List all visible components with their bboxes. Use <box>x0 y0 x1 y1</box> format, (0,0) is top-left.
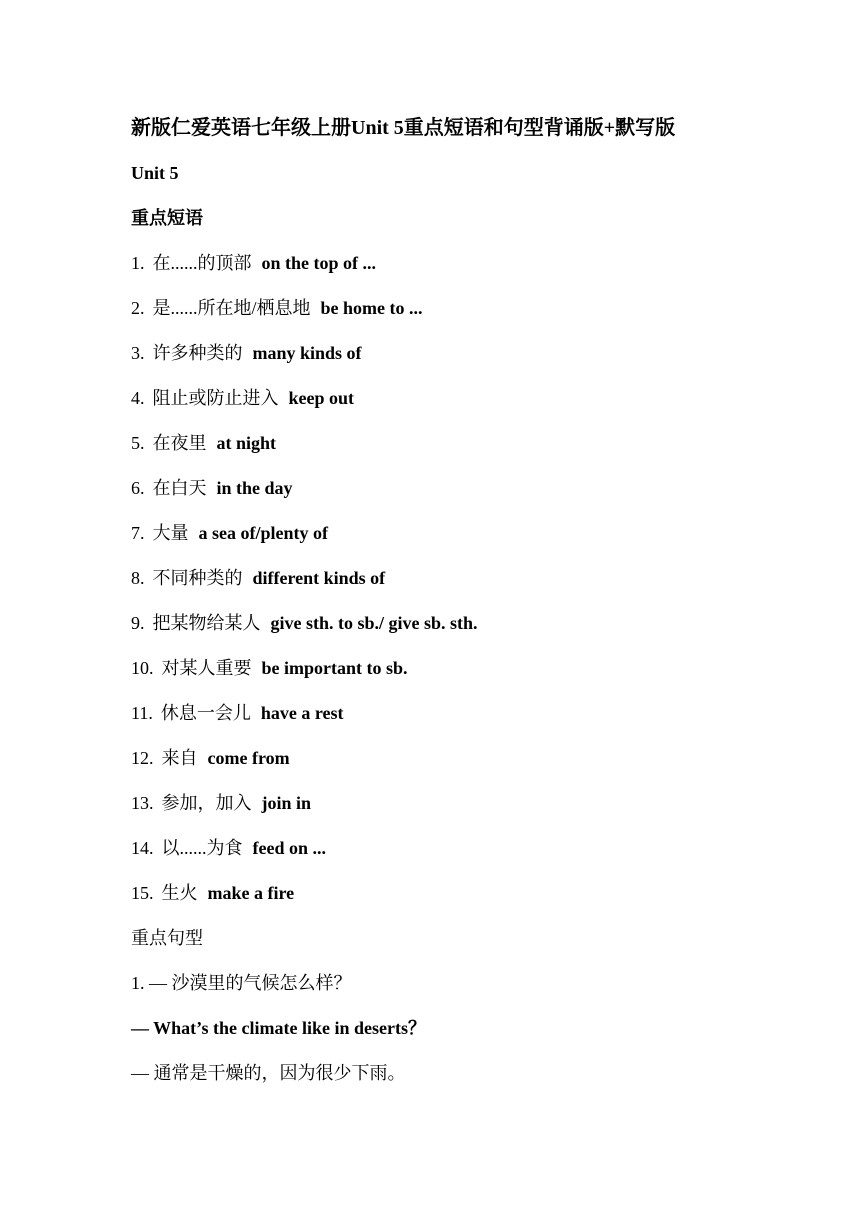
phrase-chinese: 以......为食 <box>161 838 243 858</box>
phrase-chinese: 阻止或防止进入 <box>152 388 279 408</box>
phrase-english: join in <box>261 793 312 813</box>
phrase-number: 7. <box>131 523 145 543</box>
phrase-item <box>131 432 276 454</box>
phrase-english: feed on ... <box>252 838 326 858</box>
phrase-item <box>131 252 376 274</box>
phrase-chinese: 参加，加入 <box>161 793 252 813</box>
sentence-question-chinese: 1. — 沙漠里的气候怎么样？ <box>131 973 352 993</box>
phrase-number: 1. <box>131 253 145 273</box>
phrase-number: 2. <box>131 298 145 318</box>
phrase-chinese: 对某人重要 <box>161 658 252 678</box>
phrase-item <box>131 747 290 769</box>
document-title: 新版仁爱英语七年级上册Unit 5重点短语和句型背诵版+默写版 <box>131 117 676 139</box>
sentence-answer-chinese: — 通常是干燥的，因为很少下雨。 <box>131 1063 406 1083</box>
phrase-number: 14. <box>131 838 154 858</box>
phrase-item <box>131 387 354 409</box>
phrase-chinese: 不同种类的 <box>152 568 243 588</box>
phrase-item <box>131 882 294 904</box>
unit-heading: Unit 5 <box>131 163 179 183</box>
phrase-number: 8. <box>131 568 145 588</box>
phrase-item <box>131 702 344 724</box>
phrase-number: 10. <box>131 658 154 678</box>
phrase-number: 9. <box>131 613 145 633</box>
phrase-english: come from <box>207 748 290 768</box>
phrase-chinese: 来自 <box>161 748 198 768</box>
phrase-chinese: 许多种类的 <box>152 343 243 363</box>
phrase-chinese: 是......所在地/栖息地 <box>152 298 311 318</box>
phrase-chinese: 大量 <box>152 523 189 543</box>
phrase-english: have a rest <box>260 703 344 723</box>
phrase-english: be home to ... <box>320 298 423 318</box>
phrase-english: keep out <box>288 388 355 408</box>
phrase-chinese: 在夜里 <box>152 433 207 453</box>
phrase-chinese: 把某物给某人 <box>152 613 261 633</box>
phrase-chinese: 在......的顶部 <box>152 253 252 273</box>
phrase-item <box>131 297 423 319</box>
phrase-number: 12. <box>131 748 154 768</box>
phrase-item <box>131 612 478 634</box>
phrase-chinese: 休息一会儿 <box>160 703 251 723</box>
phrase-item <box>131 342 362 364</box>
phrase-item <box>131 792 311 814</box>
phrase-english: different kinds of <box>252 568 386 588</box>
phrase-number: 5. <box>131 433 145 453</box>
phrase-number: 13. <box>131 793 154 813</box>
phrase-item <box>131 477 293 499</box>
phrase-english: make a fire <box>207 883 295 903</box>
sentence-question-english: — What’s the climate like in deserts？ <box>131 1018 426 1038</box>
phrase-chinese: 生火 <box>161 883 198 903</box>
phrase-english: in the day <box>216 478 293 498</box>
phrase-english: many kinds of <box>252 343 362 363</box>
phrase-english: on the top of ... <box>261 253 377 273</box>
phrase-english: a sea of/plenty of <box>198 523 328 543</box>
phrase-english: give sth. to sb./ give sb. sth. <box>270 613 478 633</box>
phrase-chinese: 在白天 <box>152 478 207 498</box>
phrase-english: at night <box>216 433 277 453</box>
sentences-heading: 重点句型 <box>131 928 203 948</box>
phrase-number: 11. <box>131 703 153 723</box>
phrase-number: 15. <box>131 883 154 903</box>
phrases-heading: 重点短语 <box>131 208 203 228</box>
phrase-item <box>131 837 326 859</box>
phrase-number: 6. <box>131 478 145 498</box>
phrase-number: 3. <box>131 343 145 363</box>
phrase-item <box>131 567 385 589</box>
phrase-english: be important to sb. <box>261 658 408 678</box>
phrase-number: 4. <box>131 388 145 408</box>
phrase-item <box>131 522 328 544</box>
phrase-item <box>131 657 408 679</box>
